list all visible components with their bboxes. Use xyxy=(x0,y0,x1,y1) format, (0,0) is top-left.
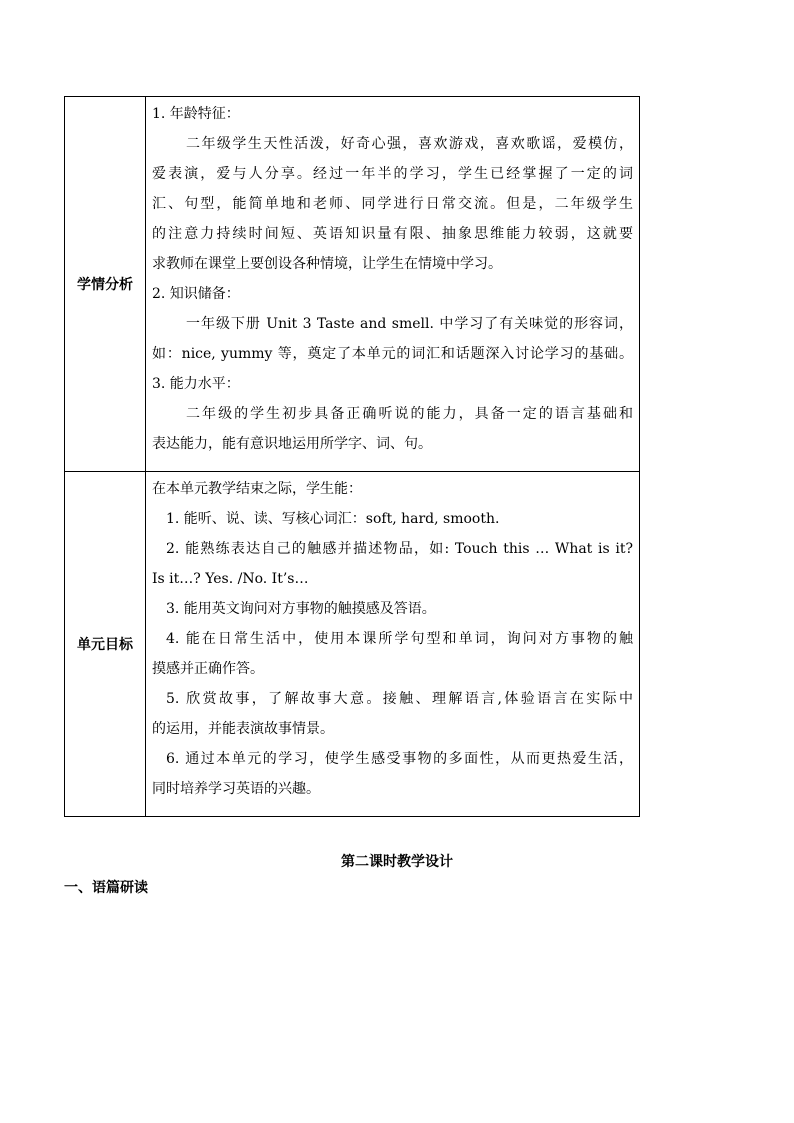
content-line: 爱表演，爱与人分享。经过一年半的学习，学生已经掌握了一定的词 xyxy=(152,166,633,182)
content-line: 1. 能听、说、读、写核心词汇：soft, hard, smooth. xyxy=(166,511,500,527)
table-row-goals xyxy=(65,472,640,817)
content-line: 的注意力持续时间短、英语知识量有限、抽象思维能力较弱，这就要 xyxy=(152,226,633,242)
content-line: Is it…? Yes. /No. It’s… xyxy=(152,571,309,587)
content-line: 一年级下册 Unit 3 Taste and smell. 中学习了有关味觉的形容词， xyxy=(186,316,633,332)
content-line: 的运用，并能表演故事情景。 xyxy=(152,721,334,737)
content-line: 如：nice, yummy 等，奠定了本单元的词汇和话题深入讨论学习的基础。 xyxy=(152,346,633,362)
content-line: 3. 能用英文询问对方事物的触摸感及答语。 xyxy=(166,601,436,617)
content-line: 二年级学生天性活泼，好奇心强，喜欢游戏，喜欢歌谣，爱模仿， xyxy=(186,136,633,152)
content-line: 1. 年龄特征： xyxy=(152,106,240,122)
row-label-goals: 单元目标 xyxy=(65,472,146,817)
content-line: 2. 能熟练表达自己的触感并描述物品，如: Touch this … What is it? xyxy=(166,541,633,557)
subsection-title: 一、语篇研读 xyxy=(64,880,148,896)
content-line: 汇、句型，能简单地和老师、同学进行日常交流。但是，二年级学生 xyxy=(152,196,633,212)
row-content-goals xyxy=(146,472,640,817)
content-line: 3. 能力水平： xyxy=(152,376,240,392)
section-title: 第二课时教学设计 xyxy=(341,854,453,870)
content-line: 同时培养学习英语的兴趣。 xyxy=(152,781,320,797)
content-line: 5. 欣赏故事，了解故事大意。接触、理解语言,体验语言在实际中 xyxy=(166,691,633,707)
content-line: 2. 知识储备： xyxy=(152,286,240,302)
content-line: 求教师在课堂上要创设各种情境，让学生在情境中学习。 xyxy=(152,256,502,272)
content-line: 摸感并正确作答。 xyxy=(152,661,264,677)
content-line: 4. 能在日常生活中，使用本课所学句型和单词，询问对方事物的触 xyxy=(166,631,633,647)
content-line: 二年级的学生初步具备正确听说的能力，具备一定的语言基础和 xyxy=(186,406,633,422)
table-row-analysis xyxy=(65,97,640,472)
content-line: 6. 通过本单元的学习，使学生感受事物的多面性，从而更热爱生活， xyxy=(166,751,633,767)
content-line: 表达能力，能有意识地运用所学字、词、句。 xyxy=(152,436,432,452)
row-content-analysis xyxy=(146,97,640,472)
lesson-plan-table xyxy=(64,96,640,817)
row-label-analysis: 学情分析 xyxy=(65,97,146,472)
content-line: 在本单元教学结束之际，学生能： xyxy=(152,481,362,497)
